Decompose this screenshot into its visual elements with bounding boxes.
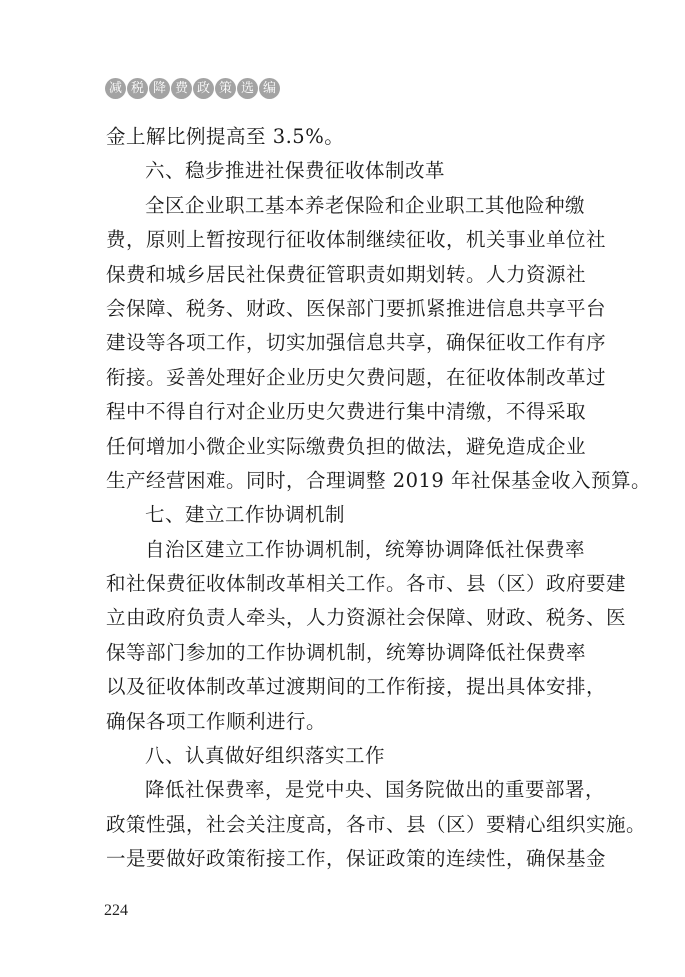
text-line: 自治区建立工作协调机制，统筹协调降低社保费率 (145, 537, 586, 561)
series-title-char: 税 (127, 78, 148, 99)
text-line: 生产经营困难。同时，合理调整 2019 年社保基金收入预算。 (106, 468, 652, 492)
text-line: 和社保费征收体制改革相关工作。各市、县（区）政府要建 (106, 572, 627, 596)
text-line: 一是要做好政策衔接工作，保证政策的连续性，确保基金 (106, 847, 607, 871)
body-text (106, 120, 652, 877)
series-title-char: 政 (193, 78, 214, 99)
series-title-char: 费 (171, 78, 192, 99)
text-line: 衔接。妥善处理好企业历史欠费问题，在征收体制改革过 (106, 365, 607, 389)
text-line: 七、建立工作协调机制 (145, 503, 346, 527)
text-line: 降低社保费率，是党中央、国务院做出的重要部署， (145, 778, 606, 802)
text-line: 六、稳步推进社保费征收体制改革 (145, 159, 446, 183)
series-title-char: 选 (237, 78, 258, 99)
series-title-char: 降 (149, 78, 170, 99)
text-line: 任何增加小微企业实际缴费负担的做法，避免造成企业 (106, 434, 587, 458)
text-line: 保等部门参加的工作协调机制，统筹协调降低社保费率 (106, 640, 587, 664)
text-line: 立由政府负责人牵头，人力资源社会保障、财政、税务、医 (106, 606, 627, 630)
series-title-header (105, 78, 281, 99)
series-title-char: 编 (259, 78, 280, 99)
series-title-char: 减 (105, 78, 126, 99)
text-line: 建设等各项工作，切实加强信息共享，确保征收工作有序 (106, 331, 607, 355)
text-line: 八、认真做好组织落实工作 (145, 744, 386, 768)
text-line: 政策性强，社会关注度高，各市、县（区）要精心组织实施。 (106, 812, 647, 836)
text-line: 费，原则上暂按现行征收体制继续征收，机关事业单位社 (106, 228, 607, 252)
page-number: 224 (104, 902, 128, 919)
text-line: 程中不得自行对企业历史欠费进行集中清缴，不得采取 (106, 400, 587, 424)
text-line: 保费和城乡居民社保费征管职责如期划转。人力资源社 (106, 262, 587, 286)
text-line: 金上解比例提高至 3.5%。 (106, 125, 345, 148)
text-line: 全区企业职工基本养老保险和企业职工其他险种缴 (145, 193, 586, 217)
text-line: 会保障、税务、财政、医保部门要抓紧推进信息共享平台 (106, 296, 607, 320)
text-line: 确保各项工作顺利进行。 (106, 709, 327, 733)
text-line: 以及征收体制改革过渡期间的工作衔接，提出具体安排， (106, 675, 607, 699)
series-title-char: 策 (215, 78, 236, 99)
